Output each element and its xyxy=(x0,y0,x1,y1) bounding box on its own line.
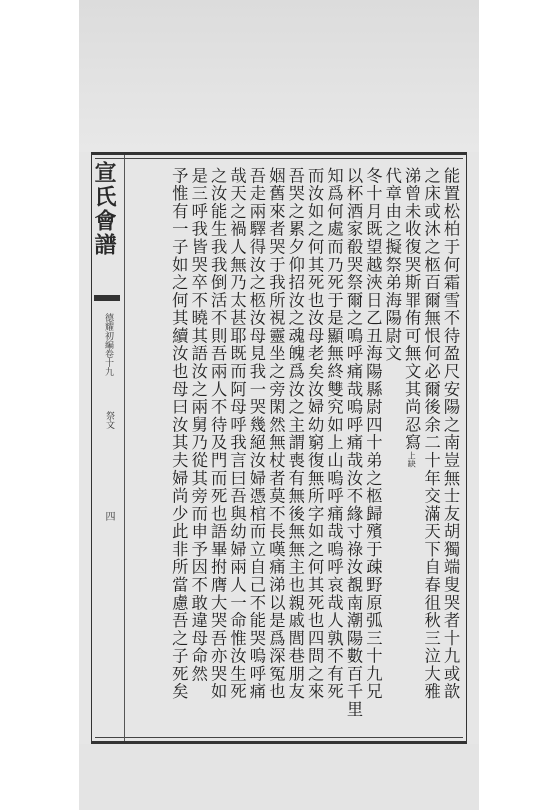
volume-label: 德耀初編卷十九 xyxy=(103,313,113,376)
book-title: 宣氏會譜 xyxy=(91,161,117,257)
text-column: 之汝能生我我倒活不則吾兩人不待及門而死也語畢拊膺大哭吾亦哭如 xyxy=(208,167,228,701)
text-column: 予惟有一子如之何其續汝也母曰汝其夫婦尚少此非所當慮吾之子死矣 xyxy=(169,167,189,701)
small-note: 上缺 xyxy=(407,451,417,468)
text-column: 冬十月既望越浹日乙丑海陽縣尉四十弟之柩歸殯于疎野原弧三十九兄 xyxy=(363,167,383,701)
text-column: 是三呼我皆哭卒不曉其語汝之兩舅乃從其旁而申予因不敢違母命然 xyxy=(188,167,208,683)
text-column: 吾哭之累夕仰招汝之魂魄爲汝之主謂喪有無後無無主也親戚閭巷朋友 xyxy=(285,167,305,701)
text-column: 姻舊來者哭于我所視靈坐之旁閑然無杖者莫不長嘆痛涕以是爲深冤也 xyxy=(266,167,286,701)
section-title: 代章由之擬祭弟海陽尉文 xyxy=(382,167,402,363)
fish-tail-mark xyxy=(94,295,120,301)
text-column: 吾走兩驛得汝之柩汝母見我一哭幾絕汝婦憑棺而立自己不能哭嗚呼痛 xyxy=(246,167,266,701)
center-fold-column xyxy=(92,155,125,741)
vertical-text-block xyxy=(132,167,460,727)
text-column: 以杯酒家殽哭祭爾之鳴呼痛哉嗚呼痛哉汝不緣寸祿汝覩南潮陽數百千里 xyxy=(343,167,363,719)
text-column: 而汝如之何其死也汝母老矣汝婦幼窮復無所字如之何其死也四問之來 xyxy=(305,167,325,701)
text-column: 之床或沐之柩百爾無恨何必爾後余二十年交滿天下自春徂秋三泣大雅 xyxy=(421,167,441,701)
section-label: 祭文 xyxy=(104,411,114,429)
text-column: 哉天之禍人無乃太甚耶既而阿母呼我言曰吾與幼婦兩人一命惟汝生死 xyxy=(227,167,247,701)
column-text: 涕曾未收復哭斯罪侑可無文其尚忍寫 xyxy=(402,167,422,452)
text-column xyxy=(402,167,421,727)
text-column: 知爲何處而乃死于是顯無終雙究如上山嗚呼痛哉嗚呼哀哉人孰不有死 xyxy=(324,167,344,701)
text-column: 能置松柏于何霜雪不待盈尺安陽之南豈無士友胡獨端叟哭者十九或歆 xyxy=(441,167,460,701)
page-bottom-margin xyxy=(79,744,479,810)
book-page xyxy=(79,0,479,810)
page-number: 四 xyxy=(103,511,114,521)
page-frame xyxy=(91,152,467,744)
page-top-margin xyxy=(79,0,479,152)
